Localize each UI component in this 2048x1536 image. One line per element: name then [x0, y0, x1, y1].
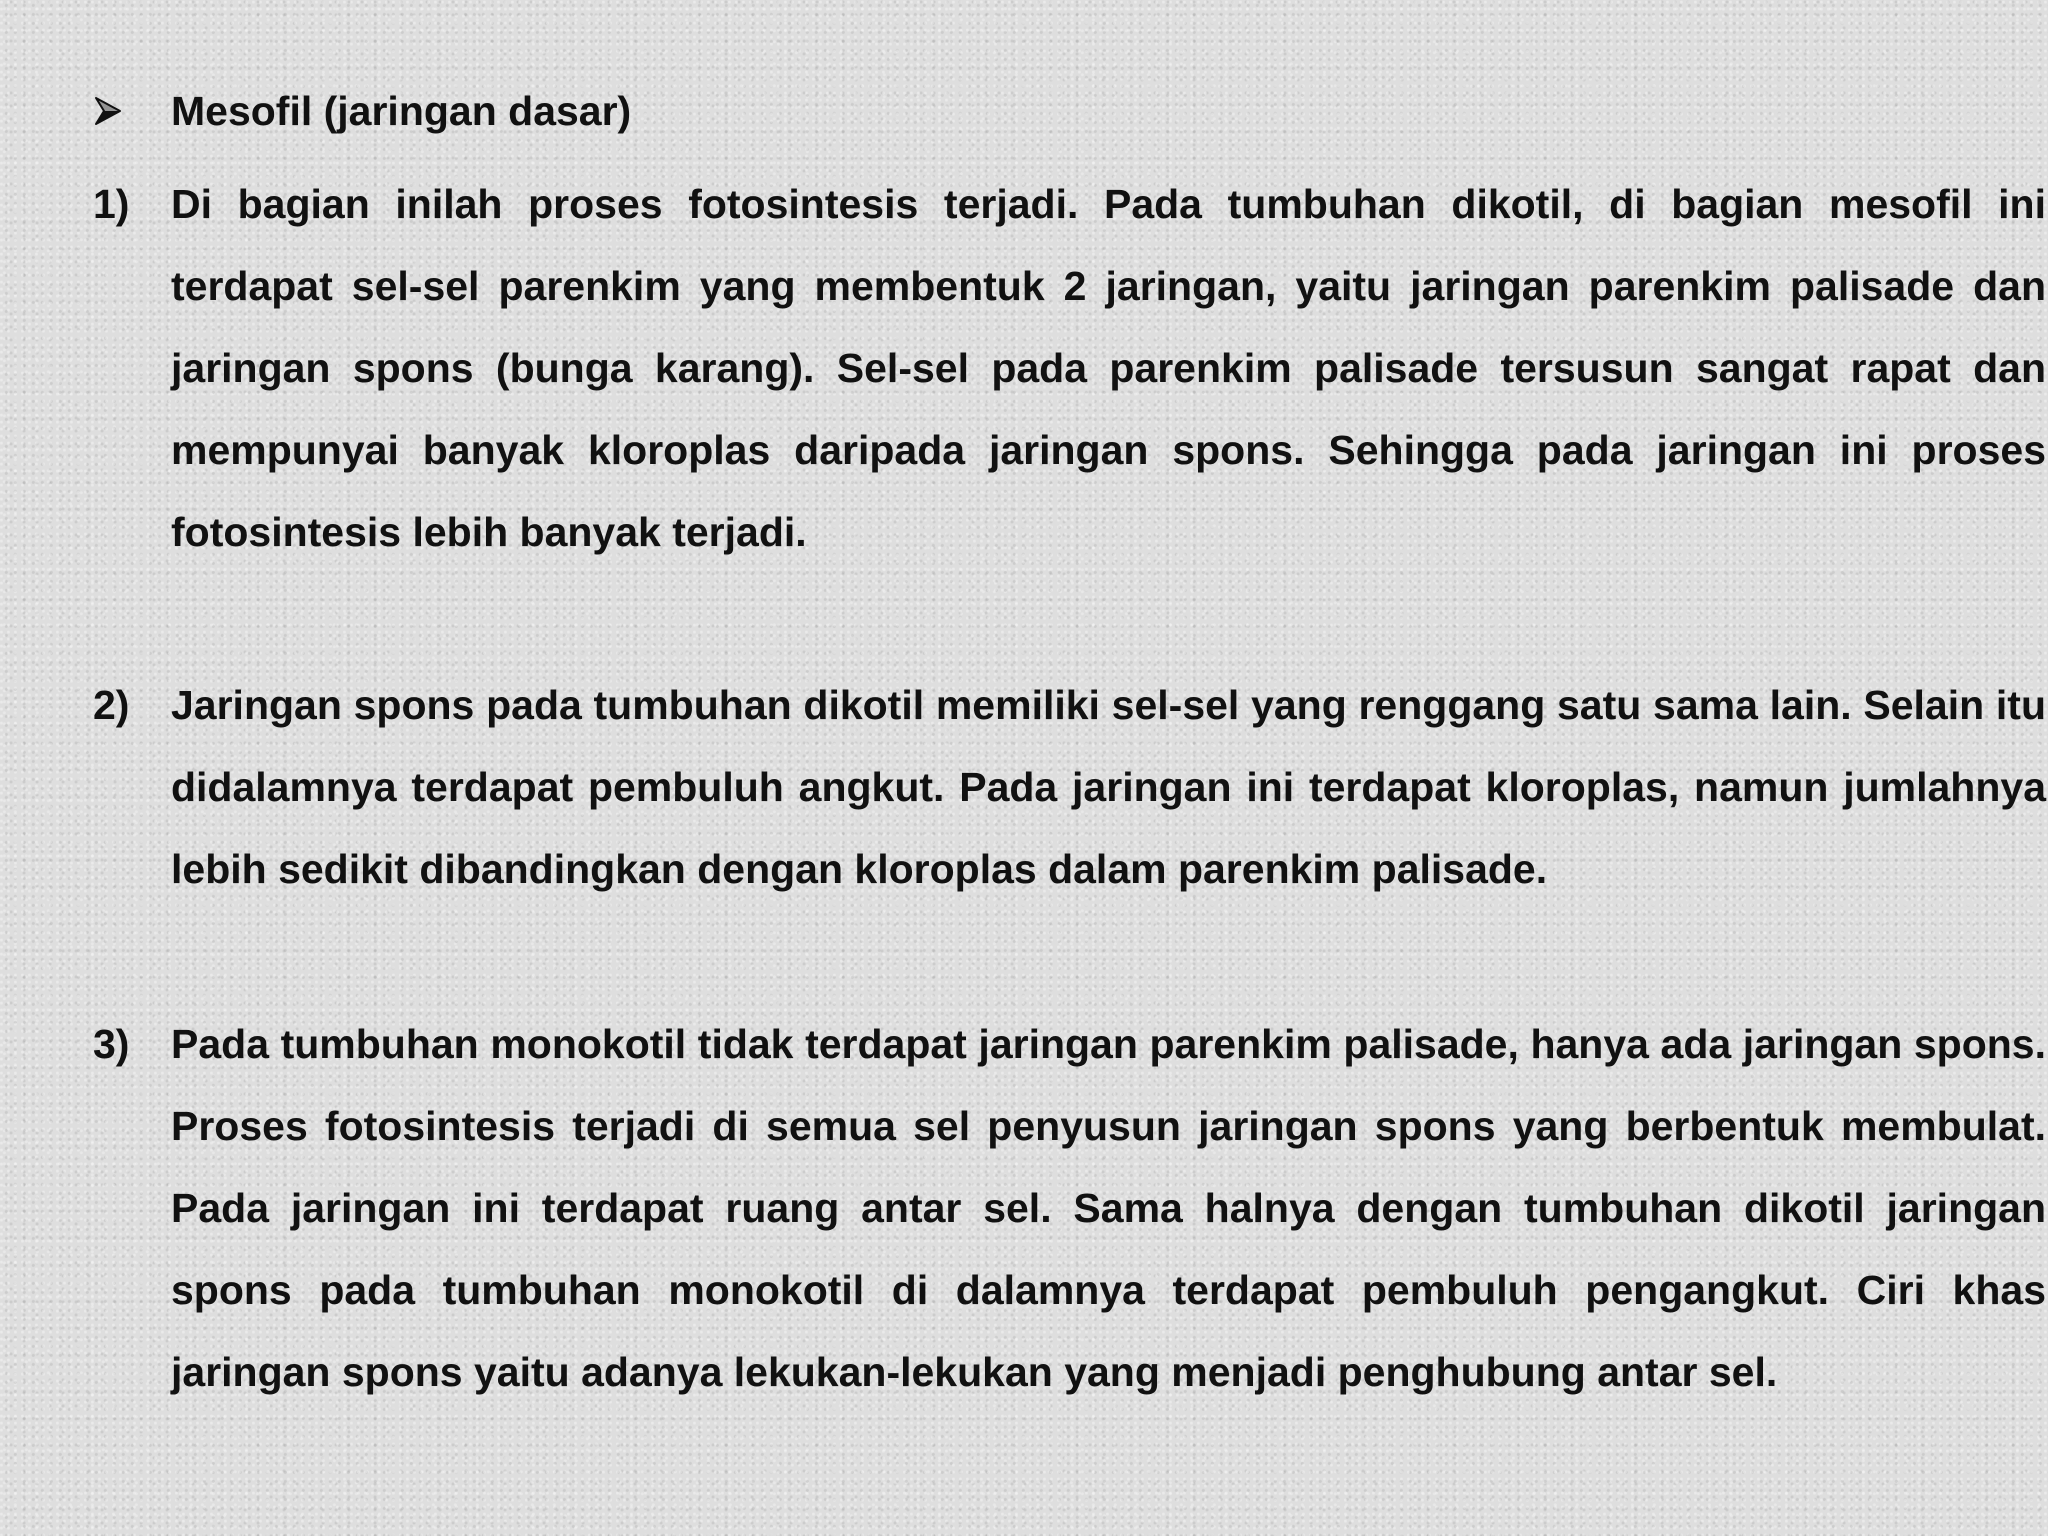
section-heading: Mesofil (jaringan dasar) [171, 88, 632, 134]
arrow-right-icon [93, 96, 123, 126]
item-number: 2) [93, 682, 130, 728]
item-text: Pada tumbuhan monokotil tidak terdapat jaringan parenkim palisade, hanya ada jaringan spons. Proses fotosintesis terjadi di semua sel penyusun jaringan spons yang berbentuk membulat. Pada jaringan ini terdapat ruang antar sel. Sama halnya dengan tumbuhan dikotil jaringan spons pada tumbuhan monokotil di dalamnya terdapat pembuluh pengangkut. Ciri khas jaringan spons yaitu adanya lekukan-lekukan yang menjadi penghubung antar sel. [171, 1021, 2046, 1395]
bullet-marker [93, 70, 123, 153]
item-number: 1) [93, 181, 130, 227]
item-number: 3) [93, 1021, 130, 1067]
item-text: Jaringan spons pada tumbuhan dikotil memiliki sel-sel yang renggang satu sama lain. Selain itu didalamnya terdapat pembuluh angkut. Pada jaringan ini terdapat kloroplas, namun jumlahnya lebih sedikit dibandingkan dengan kloroplas dalam parenkim palisade. [171, 682, 2046, 892]
item-text: Di bagian inilah proses fotosintesis terjadi. Pada tumbuhan dikotil, di bagian mesofil ini terdapat sel-sel parenkim yang membentuk 2 jaringan, yaitu jaringan parenkim palisade dan jaringan spons (bunga karang). Sel-sel pada parenkim palisade tersusun sangat rapat dan mempunyai banyak kloroplas daripada jaringan spons. Sehingga pada jaringan ini proses fotosintesis lebih banyak terjadi. [171, 181, 2046, 555]
